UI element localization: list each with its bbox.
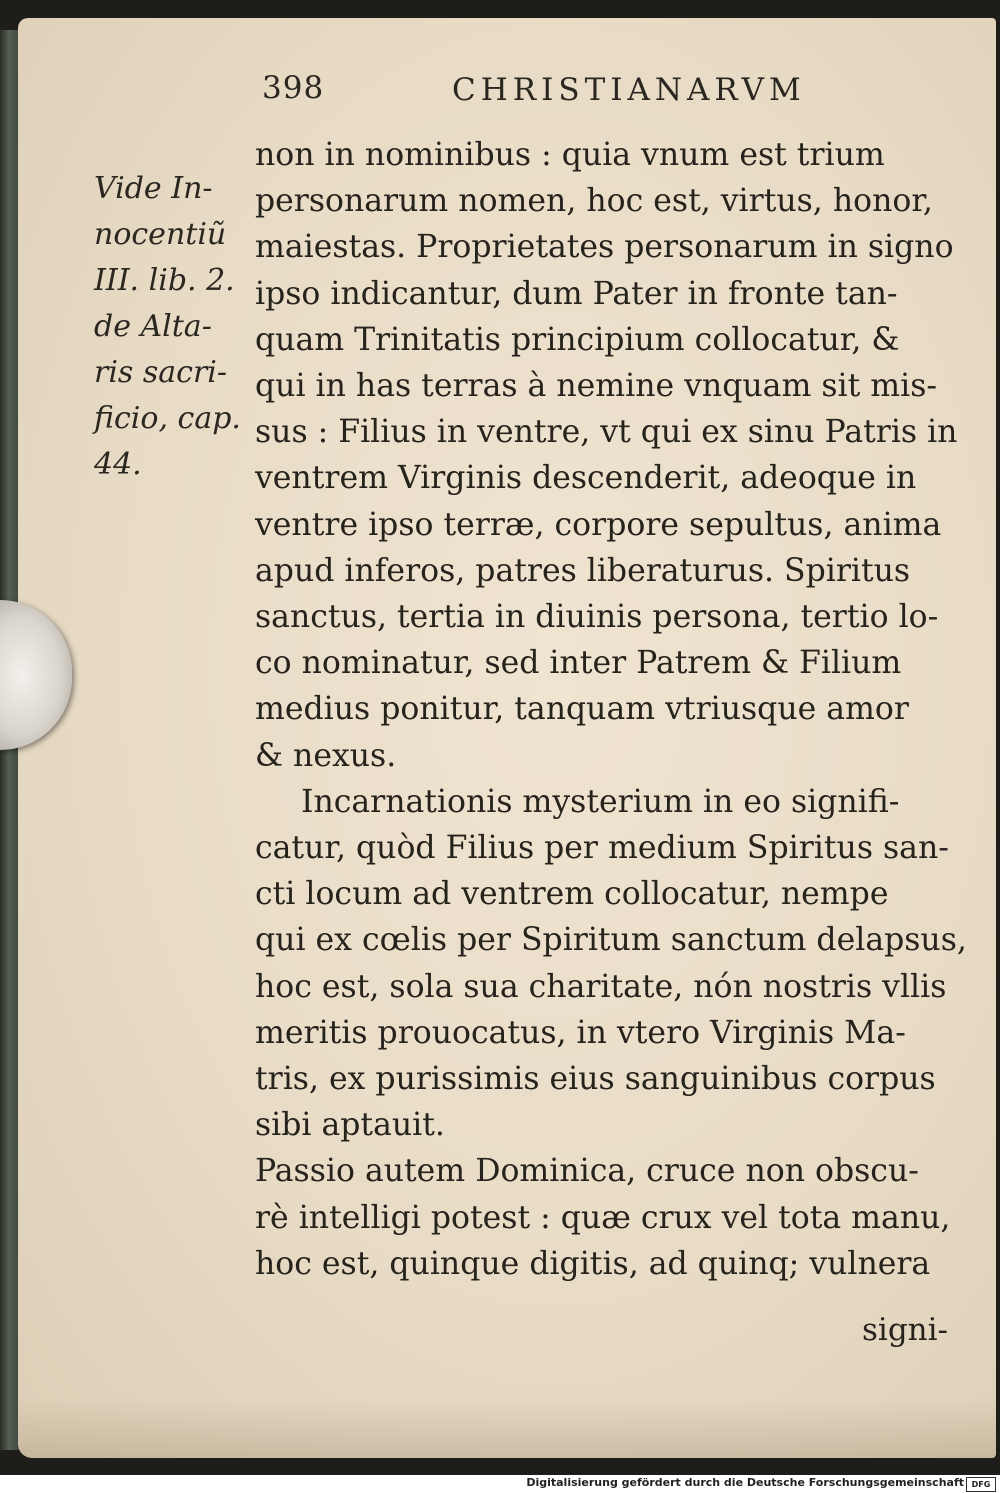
dfg-logo: DFG [966,1477,996,1492]
catchword: signi- [862,1312,949,1348]
text-line: ventre ipso terræ, corpore sepultus, anima [255,506,942,543]
text-line: maiestas. Proprietates personarum in signo [255,229,954,266]
text-line: personarum nomen, hoc est, virtus, honor, [255,183,933,220]
text-line: tris, ex purissimis eius sanguinibus corpus [255,1061,936,1098]
text-line: rè intelligi potest : quæ crux vel tota manu, [255,1199,951,1236]
margin-note-line: ris sacri- [94,355,228,390]
text-line: hoc est, sola sua charitate, nón nostris vllis [255,968,947,1005]
margin-note-line: 44. [94,447,142,482]
text-line: sibi aptauit. [255,1107,445,1144]
margin-note-line: nocentiũ [94,217,227,252]
text-line: meritis prouocatus, in vtero Virginis Ma- [255,1014,906,1051]
footer-bar [0,1475,1000,1493]
text-line: qui ex cœlis per Spiritum sanctum delapsus, [255,922,967,959]
funding-credit: Digitalisierung gefördert durch die Deutsche Forschungsgemeinschaft [526,1476,964,1489]
text-line: catur, quòd Filius per medium Spiritus san- [255,830,949,867]
text-line: & nexus. [255,737,397,774]
text-line: apud inferos, patres liberaturus. Spiritus [255,552,911,589]
margin-note-line: Vide In- [94,171,213,206]
text-line: ipso indicantur, dum Pater in fronte tan- [255,275,898,312]
text-line: hoc est, quinque digitis, ad quinq; vulnera [255,1245,931,1282]
text-line: non in nominibus : quia vnum est trium [255,137,885,173]
text-line: quam Trinitatis principium collocatur, & [255,321,900,358]
margin-note-line: de Alta- [94,309,212,344]
text-line: sanctus, tertia in diuinis persona, tertio lo- [255,599,939,636]
text-line: co nominatur, sed inter Patrem & Filium [255,645,902,682]
running-title: CHRISTIANARVM [452,72,806,108]
text-line: sus : Filius in ventre, vt qui ex sinu Patris in [255,414,958,451]
text-line: ventrem Virginis descenderit, adeoque in [255,460,917,497]
text-line: cti locum ad ventrem collocatur, nempe [255,876,889,913]
paragraph-start-line: Passio autem Dominica, cruce non obscu- [255,1153,919,1190]
page-number: 398 [262,70,325,106]
paragraph-start-line: Incarnationis mysterium in eo signifi- [301,783,900,820]
text-line: qui in has terras à nemine vnquam sit mis- [255,368,938,405]
margin-note-line: III. lib. 2. [94,263,235,298]
text-line: medius ponitur, tanquam vtriusque amor [255,691,909,728]
body-text [255,132,967,1287]
margin-note [94,166,262,488]
margin-note-line: ficio, cap. [94,401,241,436]
